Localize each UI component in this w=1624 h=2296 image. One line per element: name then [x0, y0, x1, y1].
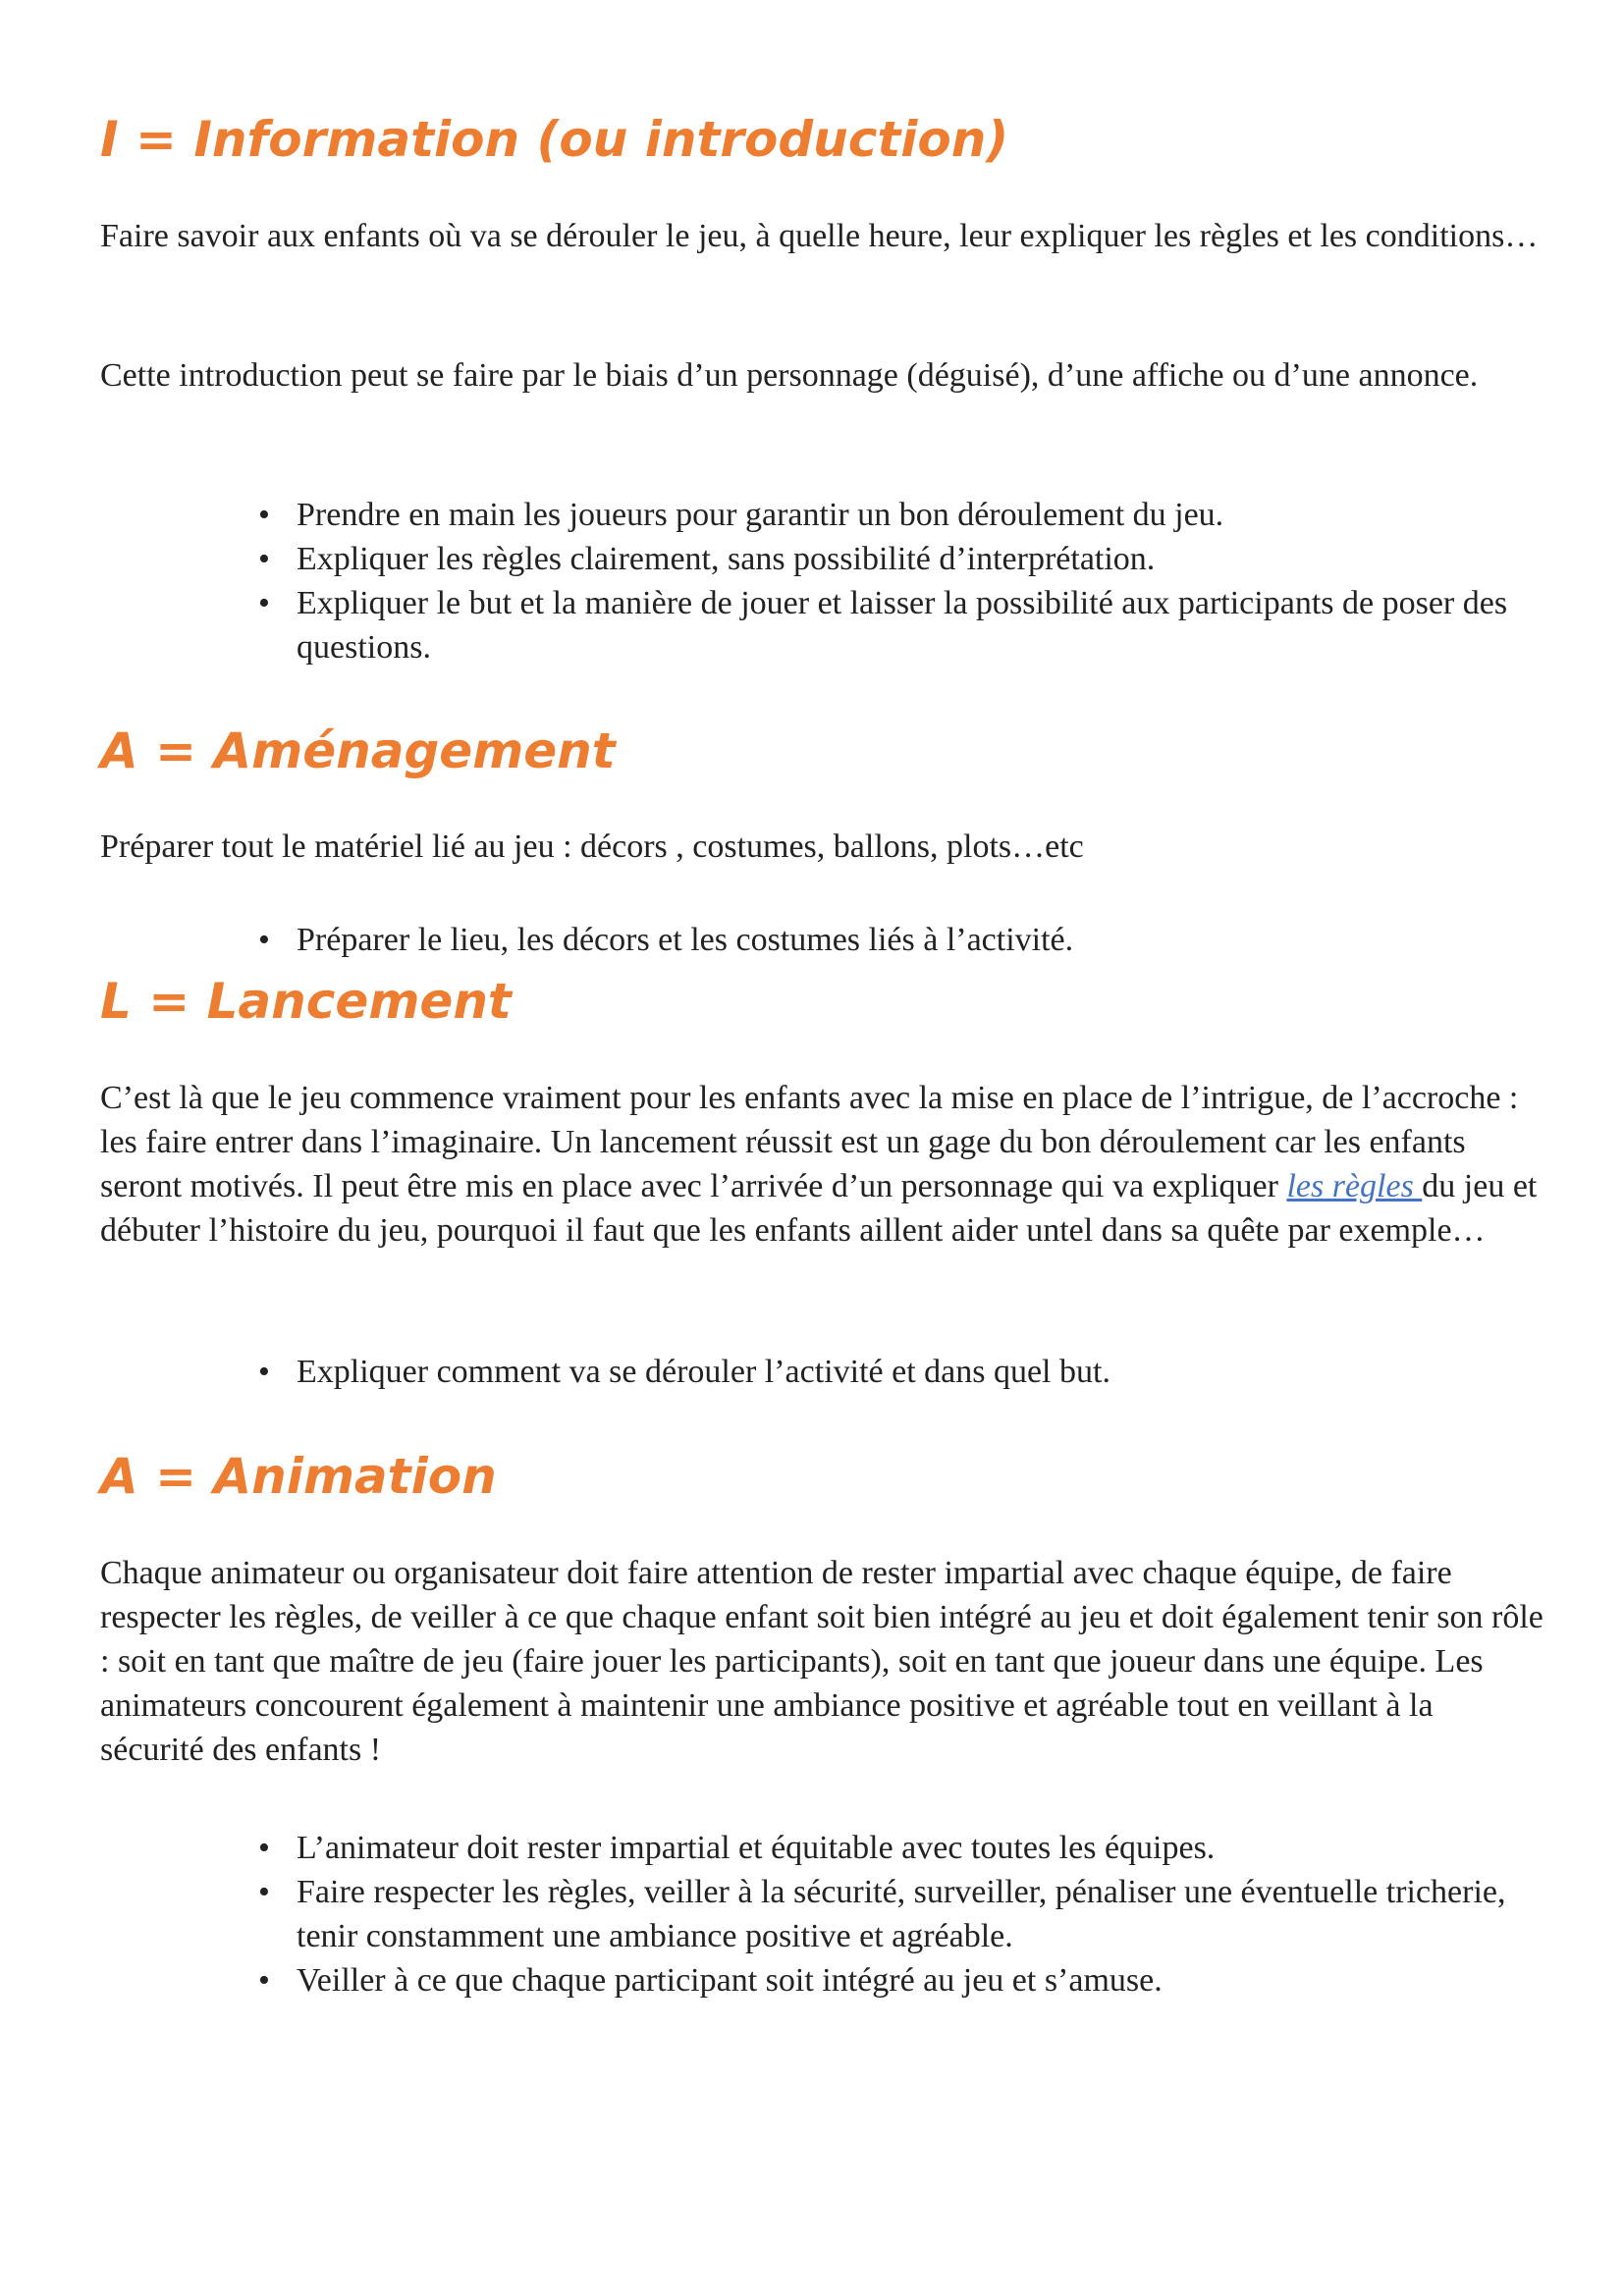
paragraph-lancement-text-start: C’est là que le jeu commence vraiment pour les enfants avec la mise en place de l’intrigue, de l’accroche : les faire entrer dans l’imaginaire. Un lancement réussit est un gage du bon déroulement car les enfants seront motivés. Il peut être mis en place avec l’arrivée d’un personnage qui va expliquer	[100, 1080, 1519, 1204]
paragraph-animation: Chaque animateur ou organisateur doit faire attention de rester impartial avec chaque équipe, de faire respecter les règles, de veiller à ce que chaque enfant soit bien intégré au jeu et doit également tenir son rôle : soit en tant que maître de jeu (faire jouer les participants), soit en tant que joueur dans une équipe. Les animateurs concourent également à maintenir une ambiance positive et agréable tout en veillant à la sécurité des enfants !	[100, 1555, 1543, 1768]
list-item-text: Expliquer comment va se dérouler l’activité et dans quel but.	[297, 1354, 1110, 1390]
list-item	[100, 537, 1524, 581]
heading-animation: A = Animation	[100, 1448, 497, 1505]
bullet-icon: •	[258, 1830, 270, 1866]
list-item-text: Expliquer le but et la manière de jouer et laisser la possibilité aux participants de poser des questions.	[297, 585, 1508, 666]
paragraph-amenagement: Préparer tout le matériel lié au jeu : décors , costumes, ballons, plots…etc	[100, 828, 1084, 865]
bullet-icon: •	[258, 585, 270, 621]
list-item	[100, 1870, 1524, 1958]
list-item-text: L’animateur doit rester impartial et équitable avec toutes les équipes.	[297, 1830, 1216, 1866]
list-item	[100, 493, 1524, 537]
bullet-list-lancement	[100, 1350, 1543, 1394]
heading-lancement: L = Lancement	[100, 973, 512, 1030]
bullet-icon: •	[258, 497, 270, 533]
paragraph-information-1: Faire savoir aux enfants où va se dérouler le jeu, à quelle heure, leur expliquer les règles et les conditions…	[100, 218, 1539, 254]
bullet-icon: •	[258, 1354, 270, 1390]
list-item-text: Prendre en main les joueurs pour garantir un bon déroulement du jeu.	[297, 497, 1224, 533]
paragraph-information-2: Cette introduction peut se faire par le biais d’un personnage (déguisé), d’une affiche ou d’une annonce.	[100, 357, 1479, 394]
list-item	[100, 581, 1524, 669]
bullet-icon: •	[258, 1962, 270, 1999]
bullet-list-animation	[100, 1826, 1543, 2002]
list-item	[100, 1826, 1524, 1870]
bullet-icon: •	[258, 1874, 270, 1910]
paragraph-lancement	[100, 1076, 1543, 1253]
bullet-icon: •	[258, 541, 270, 577]
list-item-text: Expliquer les règles clairement, sans possibilité d’interprétation.	[297, 541, 1156, 577]
bullet-list-information	[100, 493, 1543, 669]
bullet-list-amenagement	[100, 918, 1543, 962]
list-item	[100, 918, 1524, 962]
list-item-text: Préparer le lieu, les décors et les costumes liés à l’activité.	[297, 922, 1074, 958]
list-item-text: Veiller à ce que chaque participant soit intégré au jeu et s’amuse.	[297, 1962, 1163, 1999]
heading-amenagement: A = Aménagement	[100, 722, 616, 779]
heading-information: I = Information (ou introduction)	[100, 111, 1009, 168]
list-item	[100, 1350, 1524, 1394]
list-item	[100, 1958, 1524, 2002]
paragraph-lancement-text-end: du jeu et débuter l’histoire du jeu, pourquoi il faut que les enfants aillent aider untel dans sa quête par exemple…	[100, 1168, 1538, 1249]
bullet-icon: •	[258, 922, 270, 958]
list-item-text: Faire respecter les règles, veiller à la sécurité, surveiller, pénaliser une éventuelle tricherie, tenir constamment une ambiance positive et agréable.	[297, 1874, 1506, 1954]
rules-link[interactable]: les règles	[1286, 1168, 1423, 1204]
